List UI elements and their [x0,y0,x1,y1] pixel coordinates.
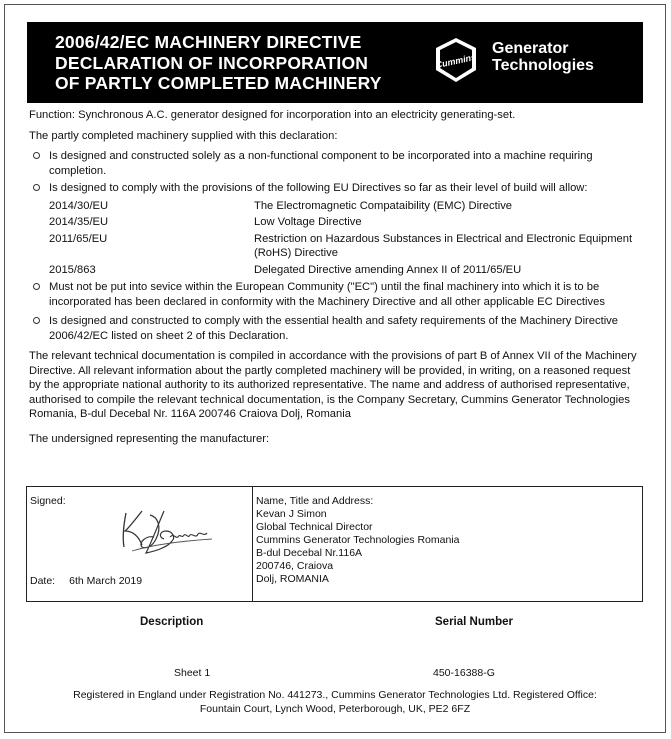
bullet-item [29,149,639,178]
signatory-address [256,495,460,586]
bullet-circle-icon [33,317,40,324]
directive-row [29,215,639,230]
description-heading: Description [140,616,204,628]
directive-name: Low Voltage Directive [254,216,362,228]
company-name: Cummins Generator Technologies Romania [256,534,460,546]
title-line-1: 2006/42/EC MACHINERY DIRECTIVE [55,32,362,52]
bullet-circle-icon [33,184,40,191]
signatory-title: Global Technical Director [256,521,373,533]
footer-line: Registered in England under Registration No. 441273., Cummins Generator Technologies Ltd. Registered Office: [73,689,597,701]
serial-number-heading: Serial Number [435,616,513,628]
address-heading: Name, Title and Address: [256,495,374,507]
directive-name: Restriction on Hazardous Substances in Electrical and Electronic Equipment (RoHS) Directive [254,232,633,259]
bullet-item [29,181,639,196]
logo-wordmark: Cummins [434,51,477,71]
document-header [27,22,643,103]
bullet-item [29,280,639,309]
directive-name: Delegated Directive amending Annex II of 2011/65/EU [254,263,522,276]
technical-documentation-text: The relevant technical documentation is compiled in accordance with the provisions of part B of Annex VII of the Machinery Directive. All relevant information about the partly completed machinery will be provided, in writing, on a reasoned request by the appropriate national authority to its authorized representative. The name and address of authorised representative, authorised to compile the relevant technical documentation, is the Company Secretary, Cummins Generator Technologies Romania, B-dul Decebal Nr. 116A 200746 Craiova Dolj, Romania [29,350,637,420]
directive-row [29,232,639,261]
directive-code: 2014/35/EU [49,216,109,228]
footer-line: Fountain Court, Lynch Wood, Peterborough, UK, PE2 6FZ [199,703,471,715]
address-line: B-dul Decebal Nr.116A [256,547,363,559]
bullet-text: Is designed to comply with the provisions of the following EU Directives so far as their level of build will allow: [49,182,588,194]
directive-code: 2015/863 [49,263,96,276]
date-value: 6th March 2019 [69,575,143,587]
address-line: 200746, Craiova [256,560,334,572]
signature-cell [27,487,253,601]
directive-code: 2014/30/EU [49,199,109,212]
supplied-text: The partly completed machinery supplied with this declaration: [29,129,338,142]
bullet-item [29,314,639,343]
brand-line-2: Technologies [492,57,594,74]
undersigned-text: The undersigned representing the manufacturer: [29,432,270,445]
bullet-text: Must not be put into sevice within the European Community ("EC") until the final machinery into which it is to be incorporated has been declared in conformity with the Machinery Directive and all other applicable EC Directives [49,281,605,308]
brand-name [492,40,594,74]
bullet-circle-icon [33,283,40,290]
directive-row [29,263,639,278]
declaration-body [29,108,639,446]
date-label: Date: [30,575,56,587]
signed-label: Signed: [30,495,66,507]
serial-number-value: 450-16388-G [433,667,495,679]
directive-row [29,199,639,214]
bullet-text: Is designed and constructed solely as a non-functional component to be incorporated into a machine requiring completion. [49,150,593,177]
function-text: Function: Synchronous A.C. generator designed for incorporation into an electricity generating-set. [29,109,516,121]
brand-line-1: Generator [492,40,569,57]
cummins-logo-icon [432,36,480,84]
directive-code: 2011/65/EU [49,232,108,245]
bullet-text: Is designed and constructed to comply with the essential health and safety requirements of the Machinery Directive 2006/42/EC listed on sheet 2 of this Declaration. [49,315,619,342]
address-line: Dolj, ROMANIA [256,573,329,585]
date-line [30,575,142,588]
bullet-circle-icon [33,152,40,159]
handwritten-signature [112,501,222,559]
title-line-3: OF PARTLY COMPLETED MACHINERY [55,73,382,93]
signatory-name: Kevan J Simon [256,508,327,520]
directive-name: The Electromagnetic Compataibility (EMC) Directive [254,199,513,212]
description-value: Sheet 1 [174,667,211,679]
title-line-2: DECLARATION OF INCORPORATION [55,52,369,73]
registration-footer [40,688,630,716]
signature-box [26,486,643,602]
directive-list [29,199,639,278]
document-title [55,32,382,94]
